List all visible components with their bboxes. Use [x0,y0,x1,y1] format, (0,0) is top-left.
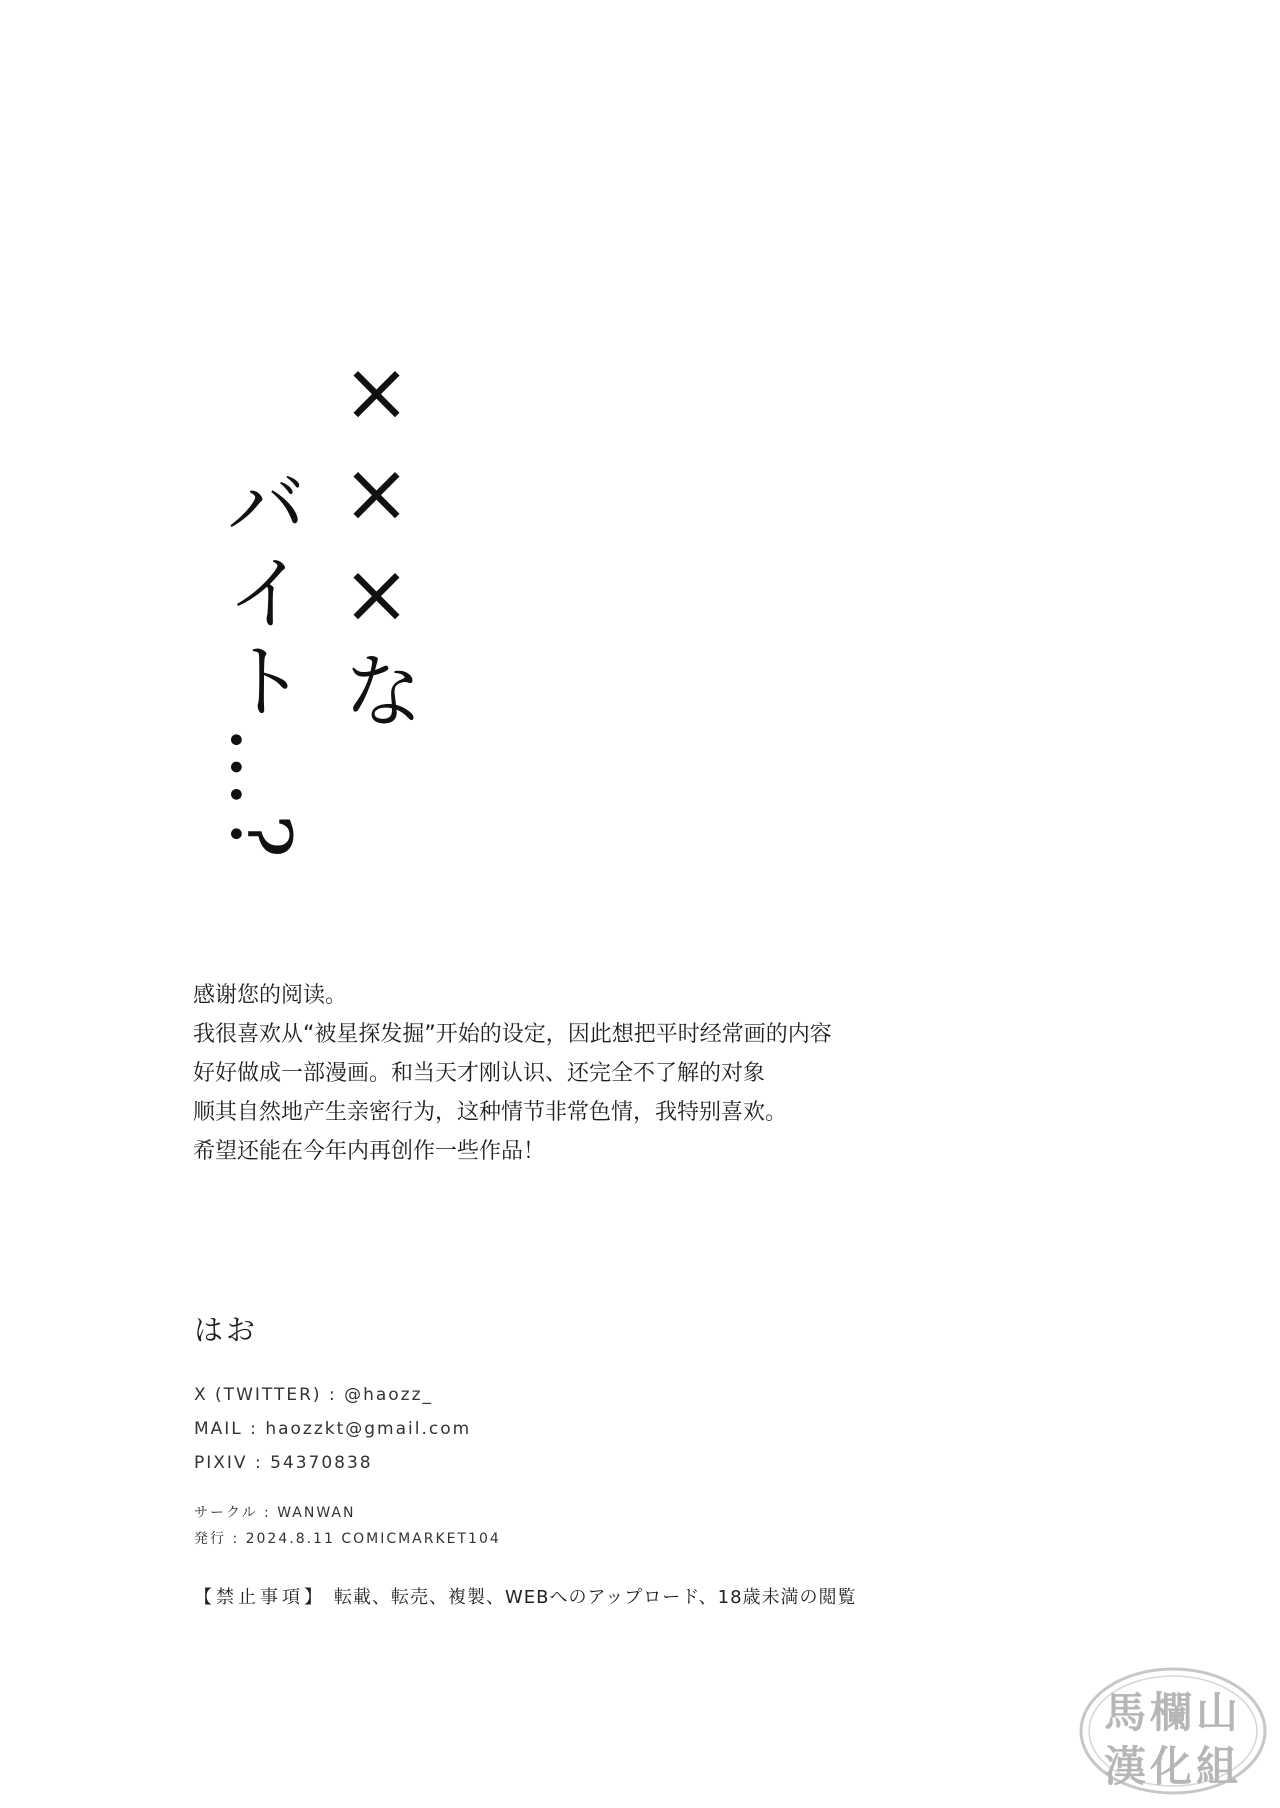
prohibition-text: 転載、転売、複製、WEBへのアップロード、18歳未満の閲覧 [334,1587,857,1608]
prohibition-label: 【禁止事項】 [194,1587,326,1608]
prohibition-notice [194,1583,857,1609]
contact-info [194,1378,471,1480]
watermark-line-1: 馬欄山 [1103,1688,1242,1737]
title-question-mark: ? [212,814,307,858]
mail-address: MAIL : haozzkt@gmail.com [194,1419,472,1439]
circle-name: サークル : WANWAN [194,1505,356,1521]
afterword-line: 顺其自然地产生亲密行为，这种情节非常色情，我特别喜欢。 [193,1100,788,1125]
issue-date: 発行 : 2024.8.11 COMICMARKET104 [194,1531,501,1547]
afterword-text [193,976,953,1171]
pixiv-id: PIXIV : 54370838 [194,1453,373,1473]
afterword-line: 好好做成一部漫画。和当天才刚认识、还完全不了解的对象 [193,1061,766,1086]
author-name: はお [194,1313,259,1347]
afterword-line: 希望还能在今年内再创作一些作品！ [193,1139,546,1164]
watermark-line-2: 漢化組 [1103,1742,1242,1791]
publication-info [194,1500,501,1552]
watermark-seal [1077,1664,1269,1798]
title-main: バイト… [212,462,307,814]
title-column-1: ×××な [329,345,424,736]
title-column-2 [212,462,307,858]
twitter-handle: X (TWITTER) : @haozz_ [194,1385,434,1405]
afterword-line: 我很喜欢从“被星探发掘”开始的设定，因此想把平时经常画的内容 [193,1022,832,1047]
afterword-line: 感谢您的阅读。 [193,983,348,1008]
